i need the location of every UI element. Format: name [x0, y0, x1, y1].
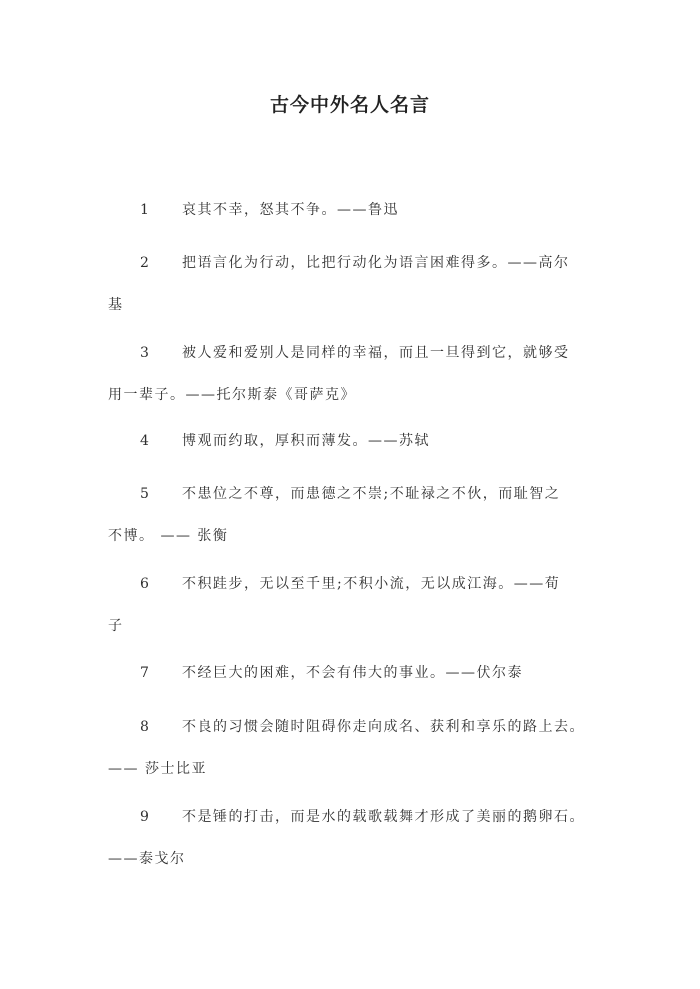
quote-item [108, 652, 600, 694]
quote-number: 6 [140, 576, 151, 592]
quote-item [108, 332, 600, 416]
quote-text: 不积跬步，无以至千里;不积小流，无以成江海。——荀 [182, 576, 561, 592]
quote-text: 把语言化为行动，比把行动化为语言困难得多。——高尔 [182, 255, 570, 271]
quote-item [108, 563, 600, 647]
quote-item [108, 189, 600, 231]
quote-text-continued: —— 莎士比亚 [108, 761, 207, 777]
quote-number: 1 [140, 202, 151, 218]
quote-item [108, 242, 600, 326]
quote-text-continued: 不博。 —— 张衡 [108, 528, 229, 544]
quote-item [108, 420, 600, 462]
quote-text-continued: ——泰戈尔 [108, 851, 186, 867]
quote-text: 不是锤的打击，而是水的载歌载舞才形成了美丽的鹅卵石。 [182, 809, 585, 825]
quote-item [108, 706, 600, 790]
quote-number: 3 [140, 345, 151, 361]
quote-text: 不经巨大的困难，不会有伟大的事业。——伏尔泰 [182, 665, 523, 681]
quote-text: 博观而约取，厚积而薄发。——苏轼 [182, 433, 430, 449]
quote-text: 不良的习惯会随时阻碍你走向成名、获利和享乐的路上去。 [182, 719, 585, 735]
quote-text-continued: 子 [108, 618, 124, 634]
quote-text: 哀其不幸，怒其不争。——鲁迅 [182, 202, 399, 218]
quote-item [108, 796, 600, 880]
quote-number: 7 [140, 665, 151, 681]
quote-number: 8 [140, 719, 151, 735]
quote-number: 5 [140, 486, 151, 502]
quote-number: 9 [140, 809, 151, 825]
quote-text: 被人爱和爱别人是同样的幸福，而且一旦得到它，就够受 [182, 345, 570, 361]
quote-item [108, 473, 600, 557]
quote-text: 不患位之不尊，而患德之不崇;不耻禄之不伙，而耻智之 [182, 486, 561, 502]
quote-text-continued: 基 [108, 297, 124, 313]
page-title: 古今中外名人名言 [269, 94, 430, 116]
quote-text-continued: 用一辈子。——托尔斯泰《哥萨克》 [108, 387, 356, 403]
quote-number: 2 [140, 255, 151, 271]
quote-number: 4 [140, 433, 151, 449]
